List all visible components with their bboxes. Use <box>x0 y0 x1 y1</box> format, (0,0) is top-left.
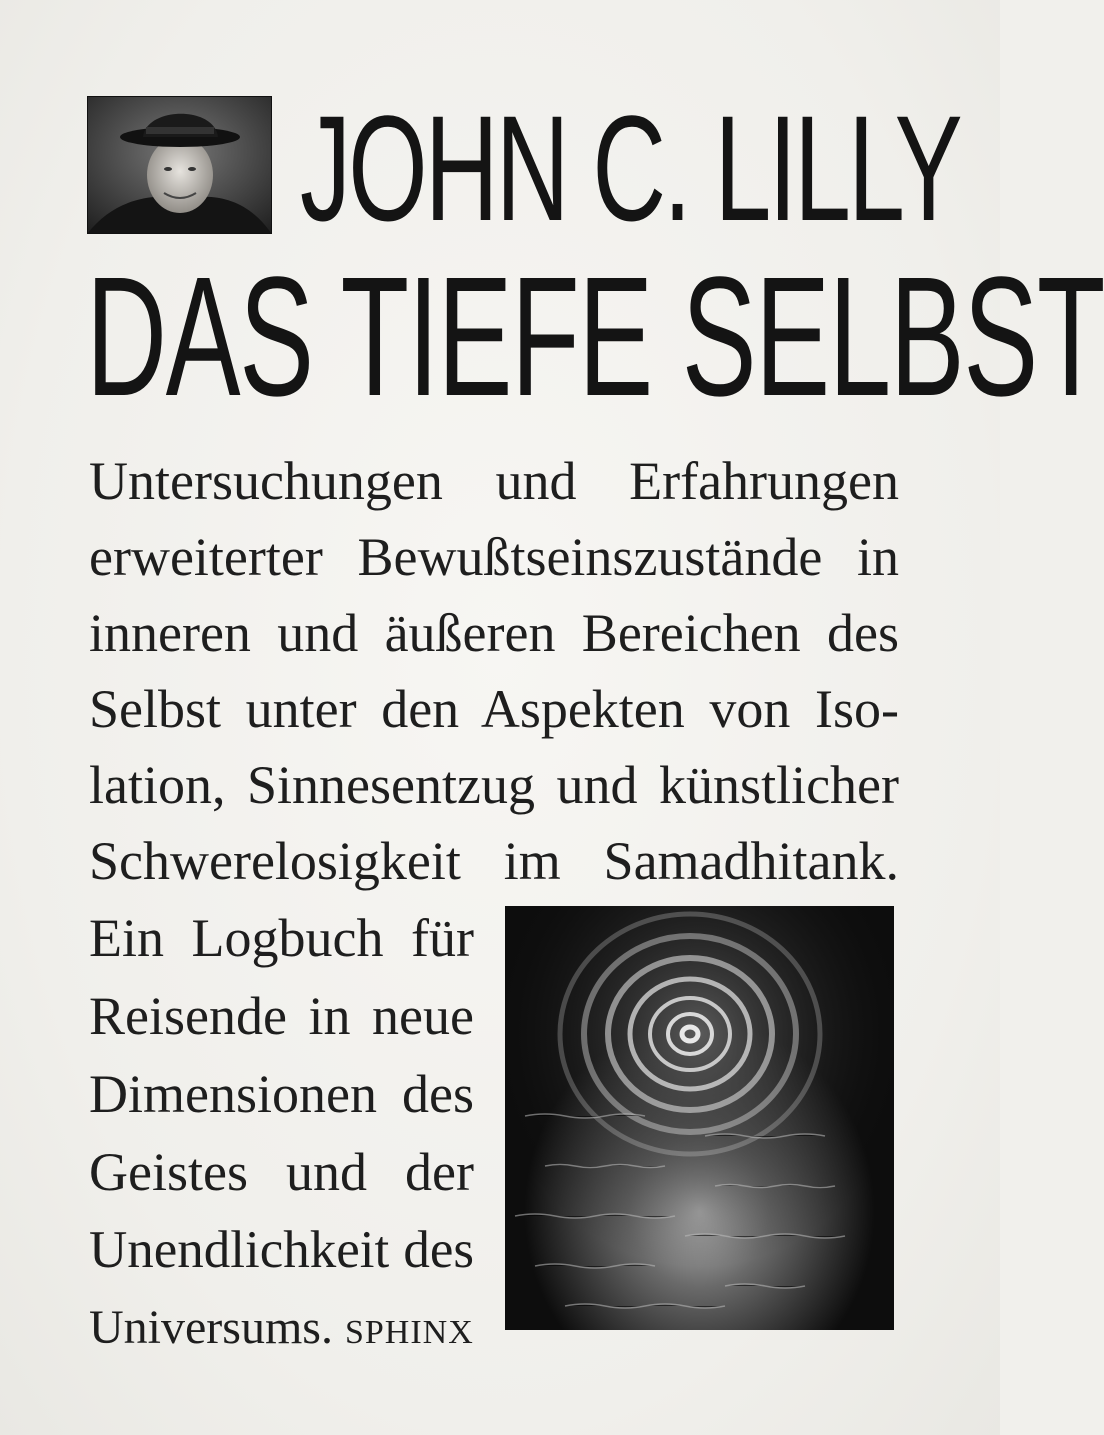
tagline-paragraph <box>89 900 474 1368</box>
description-line: Untersuchungen und Erfahrungen <box>89 451 899 511</box>
description-line: Schwerelosigkeit im Samadhitank. <box>89 831 899 891</box>
author-portrait-photo <box>87 96 272 234</box>
publisher-logo: SPHINX <box>344 1314 474 1351</box>
description-paragraph <box>89 443 899 899</box>
tagline-line: Unendlichkeit des <box>89 1221 474 1279</box>
tagline-last-line <box>89 1290 474 1368</box>
description-line: erweiterter Bewußtseinszustände in <box>89 527 899 587</box>
tagline-line: Dimensionen des <box>89 1064 474 1124</box>
tagline-line: Ein Logbuch für <box>89 908 474 968</box>
author-name: JOHN C. LILLY <box>300 84 960 252</box>
tagline-line: Reisende in neue <box>89 986 474 1046</box>
description-line: Selbst unter den Aspekten von Iso- <box>89 679 899 739</box>
tagline-line: Universums. <box>89 1301 333 1354</box>
description-line: lation, Sinnesentzug und künstlicher <box>89 755 899 815</box>
water-ripple-photo <box>505 906 894 1330</box>
tagline-line: Geistes und der <box>89 1142 474 1202</box>
book-title: DAS TIEFE SELBST <box>86 242 1104 432</box>
description-line: inneren und äußeren Bereichen des <box>89 603 899 663</box>
